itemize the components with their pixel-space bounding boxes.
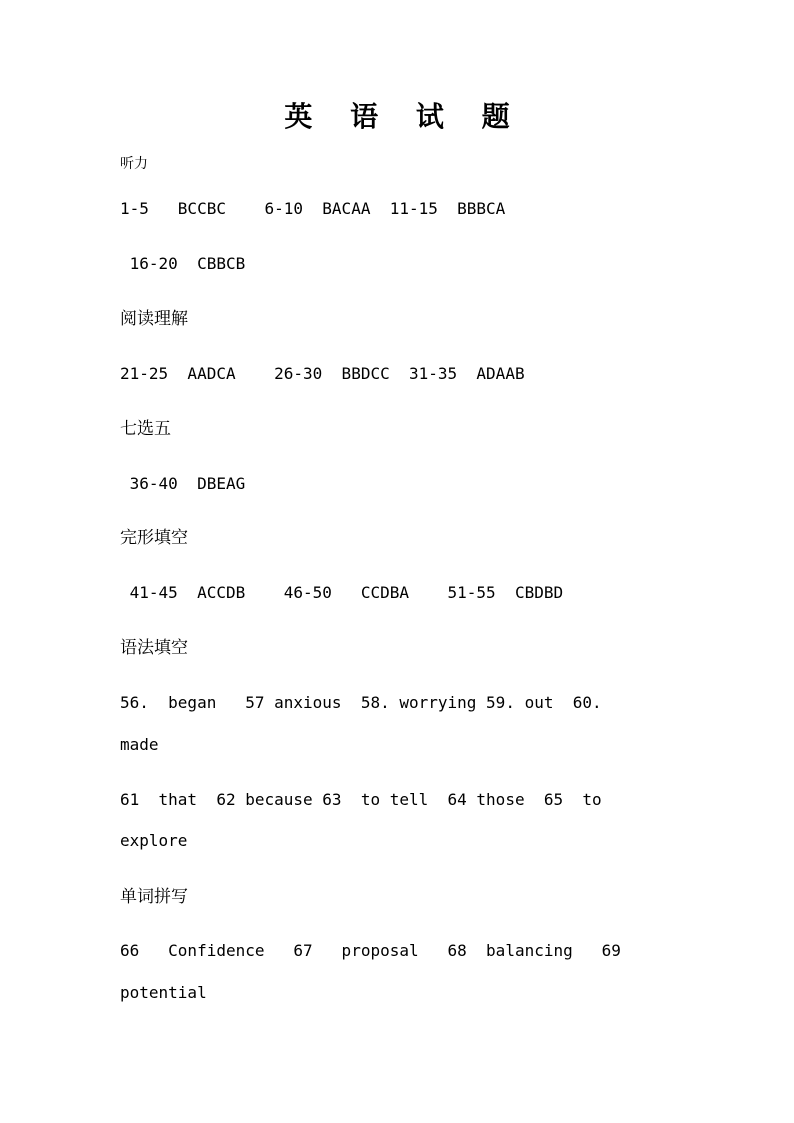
answer-line-grammar-1-cont: made — [120, 735, 159, 754]
answer-line-grammar-1: 56. began 57 anxious 58. worrying 59. out 60. — [120, 693, 602, 712]
answer-line-spelling-1-cont: potential — [120, 983, 207, 1002]
answer-line-reading-1: 21-25 AADCA 26-30 BBDCC 31-35 ADAAB — [120, 364, 525, 383]
section-heading-grammar: 语法填空 — [120, 638, 188, 658]
section-heading-seven-five: 七选五 — [120, 419, 171, 439]
answer-line-listening-2: 16-20 CBBCB — [120, 254, 246, 273]
answer-line-grammar-2-cont: explore — [120, 831, 188, 850]
answer-line-listening-1: 1-5 BCCBC 6-10 BACAA 11-15 BBBCA — [120, 199, 506, 218]
section-heading-listening: 听力 — [120, 156, 148, 172]
section-heading-reading: 阅读理解 — [120, 309, 188, 329]
answer-line-grammar-2: 61 that 62 because 63 to tell 64 those 65 to — [120, 790, 602, 809]
answer-line-seven-five-1: 36-40 DBEAG — [120, 474, 246, 493]
section-heading-cloze: 完形填空 — [120, 528, 188, 548]
section-heading-spelling: 单词拼写 — [120, 887, 188, 907]
page-title: 英 语 试 题 — [284, 100, 524, 133]
answer-line-cloze-1: 41-45 ACCDB 46-50 CCDBA 51-55 CBDBD — [120, 583, 564, 602]
answer-line-spelling-1: 66 Confidence 67 proposal 68 balancing 69 — [120, 941, 621, 960]
